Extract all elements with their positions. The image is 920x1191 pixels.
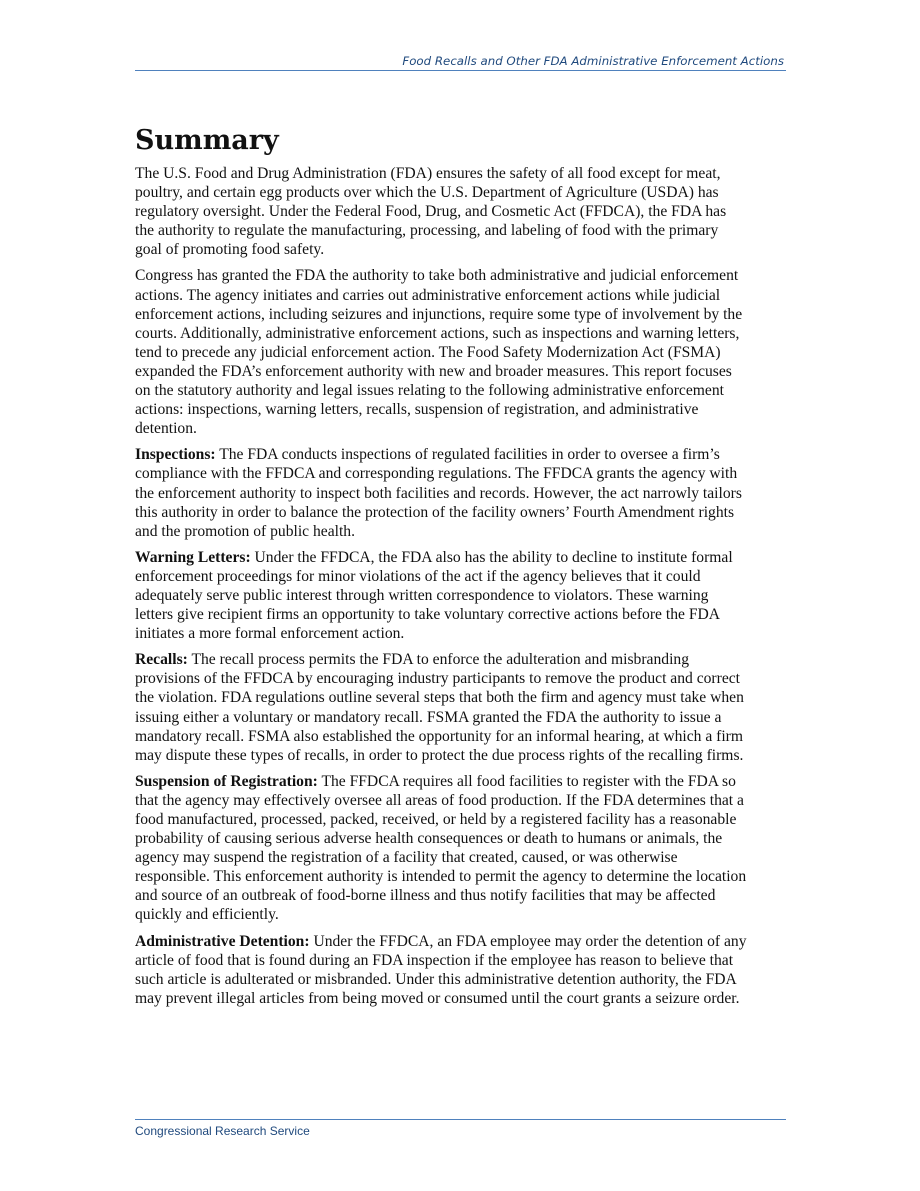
text-line: poultry, and certain egg products over which the U.S. Department of Agriculture (USDA) has (135, 184, 719, 202)
running-header (135, 54, 786, 71)
running-footer (135, 1119, 786, 1138)
text-line: agency may suspend the registration of a facility that created, caused, or was otherwise (135, 849, 678, 867)
text-line (135, 650, 786, 669)
text-line: that the agency may effectively oversee all areas of food production. If the FDA determines that a (135, 791, 744, 809)
text-line: may dispute these types of recalls, in order to protect the due process rights of the recalling firms. (135, 746, 744, 764)
text-line: on the statutory authority and legal issues relating to the following administrative enforcement (135, 382, 724, 400)
text-line: tend to precede any judicial enforcement action. The Food Safety Modernization Act (FSMA) (135, 343, 721, 361)
section-warning-letters (135, 548, 786, 643)
section-text: Under the FFDCA, the FDA also has the ability to decline to institute formal (250, 548, 733, 566)
text-line: such article is adulterated or misbranded. Under this administrative detention authority, the FDA (135, 970, 737, 988)
text-line: initiates a more formal enforcement action. (135, 625, 405, 643)
section-suspension-of-registration (135, 772, 786, 925)
section-text: The FDA conducts inspections of regulated facilities in order to oversee a firm’s (215, 446, 720, 464)
page-title: Summary (135, 125, 279, 156)
section-term: Suspension of Registration: (135, 772, 318, 790)
text-line: probability of causing serious adverse health consequences or death to humans or animals, the (135, 830, 723, 848)
section-term: Recalls: (135, 651, 188, 669)
text-line: responsible. This enforcement authority is intended to permit the agency to determine the location (135, 868, 747, 886)
text-line: actions. The agency initiates and carries out administrative enforcement actions while judicial (135, 286, 721, 304)
text-line: actions: inspections, warning letters, recalls, suspension of registration, and administrative (135, 401, 699, 419)
text-line: issuing either a voluntary or mandatory recall. FSMA granted the FDA the authority to issue a (135, 708, 722, 726)
text-line: quickly and efficiently. (135, 906, 279, 924)
text-line: mandatory recall. FSMA also established the opportunity for an informal hearing, at which a firm (135, 727, 744, 745)
text-line: courts. Additionally, administrative enforcement actions, such as inspections and warning letters, (135, 324, 740, 342)
section-term: Warning Letters: (135, 548, 251, 566)
footer-text: Congressional Research Service (135, 1124, 310, 1138)
text-line: adequately serve public interest through written correspondence to violators. These warning (135, 586, 709, 604)
header-title: Food Recalls and Other FDA Administrative Enforcement Actions (402, 54, 784, 68)
intro-paragraph-1 (135, 164, 786, 259)
text-line: may prevent illegal articles from being moved or consumed until the court grants a seizure order. (135, 989, 740, 1007)
text-line: letters give recipient firms an opportunity to take voluntary corrective actions before the FDA (135, 606, 721, 624)
intro-paragraph-2 (135, 266, 786, 438)
text-line: the violation. FDA regulations outline several steps that both the firm and agency must take when (135, 689, 744, 707)
section-inspections (135, 445, 786, 540)
text-line: expanded the FDA’s enforcement authority with new and broader measures. This report focuses (135, 362, 732, 380)
text-line: The U.S. Food and Drug Administration (FDA) ensures the safety of all food except for meat, (135, 165, 721, 182)
text-line: food manufactured, processed, packed, received, or held by a registered facility has a reasonable (135, 811, 737, 828)
text-line: goal of promoting food safety. (135, 241, 325, 259)
text-line: enforcement actions, including seizures and injunctions, require some type of involvement by the (135, 305, 743, 323)
section-text: The FFDCA requires all food facilities to register with the FDA so (317, 772, 736, 790)
text-line: the enforcement authority to inspect both facilities and records. However, the act narrowly tailors (135, 484, 742, 502)
page-content (135, 122, 786, 1015)
text-line (135, 445, 786, 464)
text-line: detention. (135, 420, 197, 438)
text-line (135, 548, 786, 567)
text-line: this authority in order to balance the protection of the facility owners’ Fourth Amendment rights (135, 503, 735, 521)
text-line: the authority to regulate the manufacturing, processing, and labeling of food with the primary (135, 222, 719, 240)
text-line (135, 932, 786, 951)
text-line: provisions of the FFDCA by encouraging industry participants to remove the product and correct (135, 670, 740, 688)
text-line: compliance with the FFDCA and corresponding regulations. The FFDCA grants the agency with (135, 465, 738, 483)
section-term: Administrative Detention: (135, 932, 310, 950)
text-line: article of food that is found during an FDA inspection if the employee has reason to believe that (135, 951, 734, 969)
section-recalls (135, 650, 786, 765)
text-line: and source of an outbreak of food-borne illness and thus notify facilities that may be affected (135, 887, 716, 905)
text-line: enforcement proceedings for minor violations of the act if the agency believes that it could (135, 567, 701, 585)
text-line: Congress has granted the FDA the authority to take both administrative and judicial enforcement (135, 267, 739, 285)
section-text: The recall process permits the FDA to enforce the adulteration and misbranding (187, 651, 689, 669)
section-text: Under the FFDCA, an FDA employee may order the detention of any (309, 932, 747, 950)
text-line (135, 772, 786, 791)
text-line: and the promotion of public health. (135, 522, 355, 540)
text-line: regulatory oversight. Under the Federal Food, Drug, and Cosmetic Act (FFDCA), the FDA has (135, 203, 727, 221)
section-term: Inspections: (135, 446, 216, 464)
section-administrative-detention (135, 932, 786, 1008)
